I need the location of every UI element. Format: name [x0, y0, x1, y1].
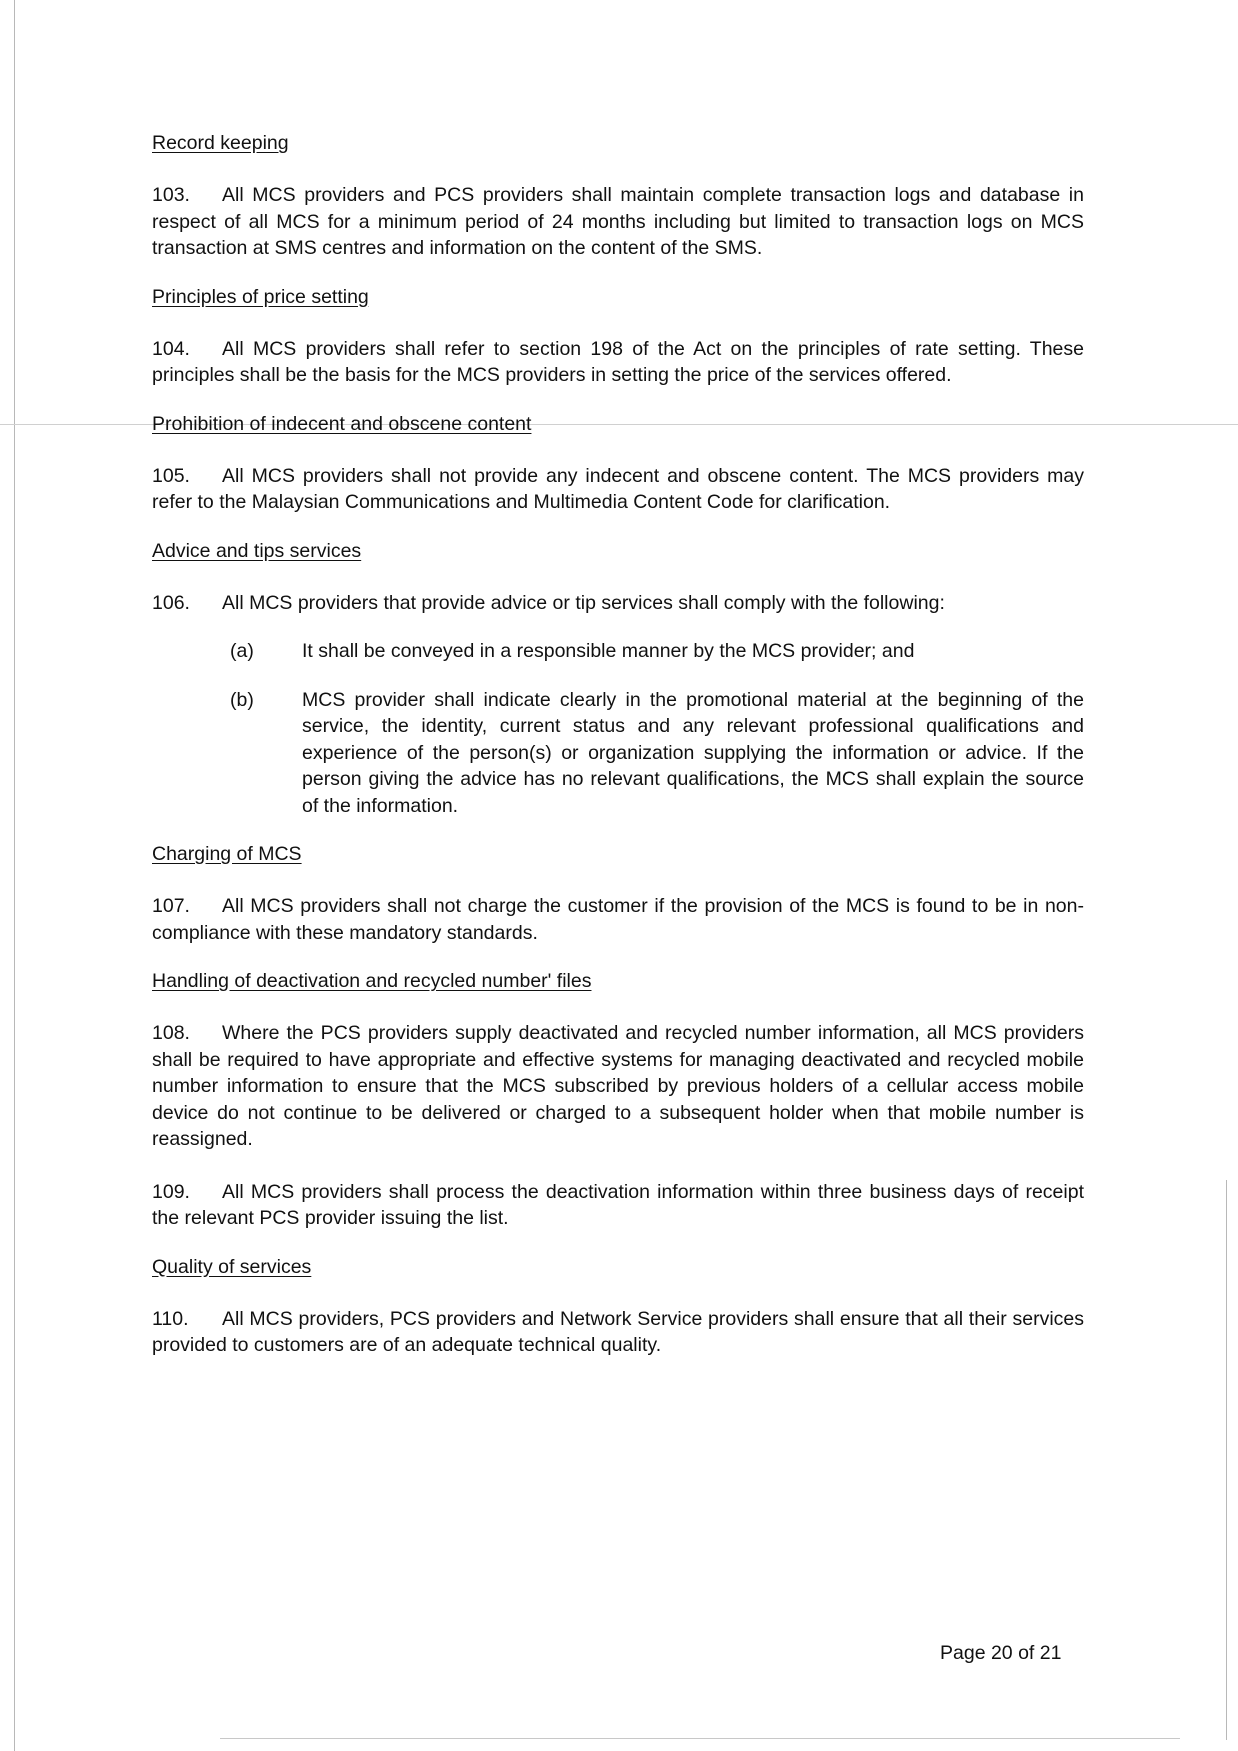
list-item-text: It shall be conveyed in a responsible manner by the MCS provider; and: [302, 640, 915, 662]
section-heading-charging: Charging of MCS: [152, 843, 302, 865]
paragraph-109: [152, 1179, 1084, 1232]
section-heading-indecent-content: Prohibition of indecent and obscene content: [152, 412, 532, 435]
paragraph-number: 108.: [152, 1022, 190, 1044]
paragraph-number: 104.: [152, 337, 190, 360]
section-heading-advice-tips: Advice and tips services: [152, 539, 362, 562]
section-heading-quality: Quality of services: [152, 1255, 312, 1278]
paragraph-103: [152, 182, 1084, 262]
page-number: Page 20 of 21: [940, 1642, 1062, 1664]
list-item-b: [152, 687, 1084, 820]
list-item-a: [152, 638, 1084, 665]
paragraph-text: All MCS providers, PCS providers and Network Service providers shall ensure that all their services provided to customers are of an adequate technical quality.: [152, 1307, 1084, 1356]
paragraph-number: 107.: [152, 895, 190, 917]
paragraph-104: [152, 336, 1084, 389]
paragraph-text: Where the PCS providers supply deactivated and recycled number information, all MCS providers shall be required to have appropriate and effective systems for managing deactivated and recycled mobile number information to ensure that the MCS subscribed by previous holders of a cellular access mobile device do not continue to be delivered or charged to a subsequent holder when that mobile number is reassigned.: [152, 1022, 1084, 1150]
paragraph-text: All MCS providers that provide advice or tip services shall comply with the following:: [222, 591, 945, 614]
scan-edge-bottom: [220, 1738, 1180, 1739]
paragraph-105: [152, 463, 1084, 516]
paragraph-text: All MCS providers shall refer to section 198 of the Act on the principles of rate setting. These principles shall be the basis for the MCS providers in setting the price of the services offered.: [152, 337, 1084, 386]
scan-edge-right: [1226, 1180, 1227, 1740]
paragraph-text: All MCS providers and PCS providers shall maintain complete transaction logs and database in respect of all MCS for a minimum period of 24 months including but limited to transaction logs on MCS transaction at SMS centres and information on the content of the SMS.: [152, 184, 1084, 259]
paragraph-108: [152, 1020, 1084, 1153]
paragraph-107: [152, 893, 1084, 946]
section-heading-deactivation: Handling of deactivation and recycled number' files: [152, 970, 592, 992]
section-heading-record-keeping: Record keeping: [152, 132, 289, 154]
paragraph-number: 110.: [152, 1307, 189, 1330]
paragraph-text: All MCS providers shall process the deactivation information within three business days of receipt the relevant PCS provider issuing the list.: [152, 1180, 1084, 1229]
paragraph-number: 109.: [152, 1180, 190, 1203]
paragraph-number: 105.: [152, 464, 190, 487]
paragraph-text: All MCS providers shall not provide any indecent and obscene content. The MCS providers may refer to the Malaysian Communications and Multimedia Content Code for clarification.: [152, 464, 1084, 513]
paragraph-number: 103.: [152, 184, 190, 206]
list-item-label: (b): [230, 688, 254, 711]
paragraph-text: All MCS providers shall not charge the customer if the provision of the MCS is found to be in non-compliance with these mandatory standards.: [152, 895, 1084, 944]
paragraph-110: [152, 1306, 1084, 1359]
document-body: [152, 130, 1084, 1359]
list-item-label: (a): [230, 640, 254, 662]
section-heading-price-setting: Principles of price setting: [152, 285, 369, 308]
scan-edge-left: [14, 0, 15, 1751]
paragraph-106: [152, 590, 1084, 617]
paragraph-number: 106.: [152, 591, 190, 614]
list-item-text: MCS provider shall indicate clearly in the promotional material at the beginning of the service, the identity, current status and any relevant professional qualifications and experience of the person(s) or organization supplying the information or advice. If the person giving the advice has no relevant qualifications, the MCS shall explain the source of the information.: [302, 688, 1084, 817]
